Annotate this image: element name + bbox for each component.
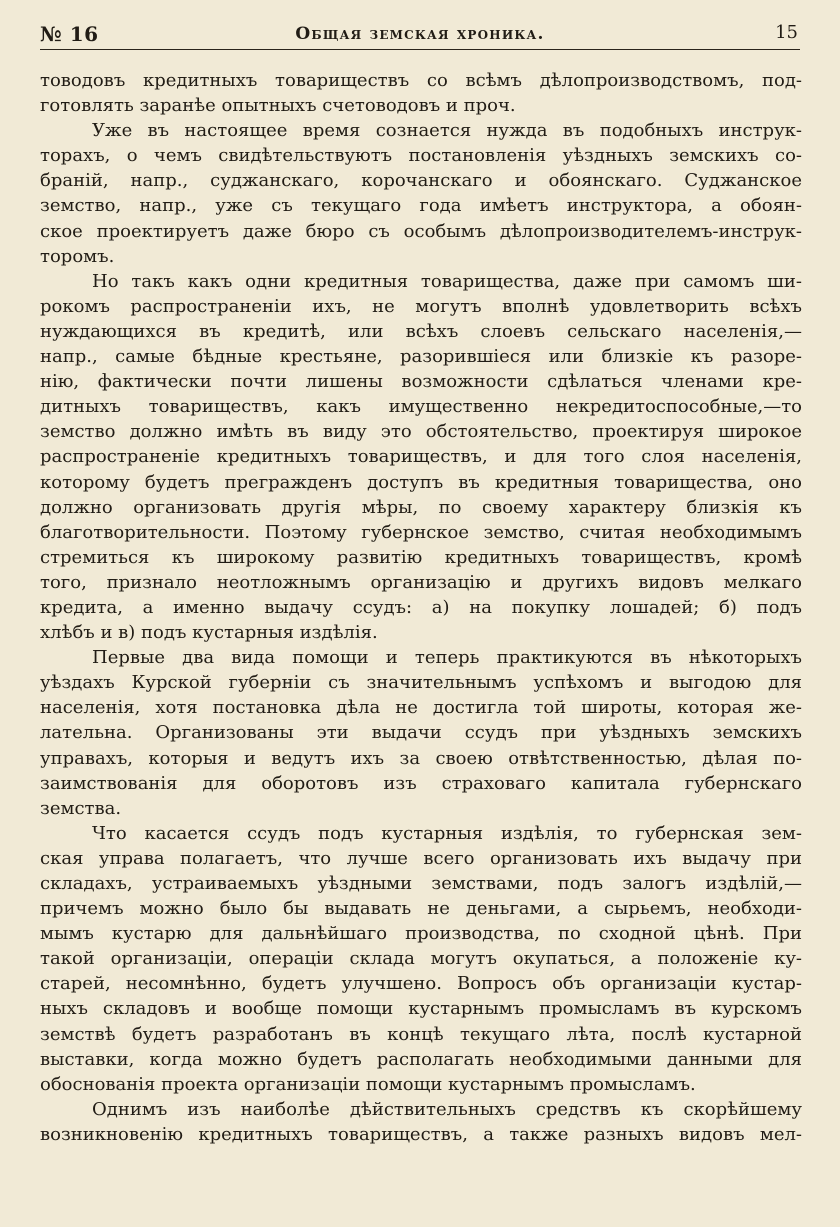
journal-section-title: Общая земская хроника.	[295, 24, 545, 44]
text-line: нію, фактически почти лишены возможности сдѣлаться членами кре-	[40, 371, 802, 393]
text-line: благотворительности. Поэтому губернское земство, считая необходимымъ	[40, 521, 802, 543]
text-line: распространеніе кредитныхъ товариществъ, и для того слоя населенія,	[40, 446, 802, 468]
text-line: которому будетъ прегражденъ доступъ въ кредитныя товарищества, оно	[40, 471, 802, 493]
text-line: ныхъ складовъ и вообще помощи кустарнымъ промысламъ въ курскомъ	[40, 998, 802, 1020]
issue-number: № 16	[40, 22, 99, 46]
text-line: Однимъ изъ наиболѣе дѣйствительныхъ средствъ къ скорѣйшему	[92, 1098, 802, 1120]
text-line: выставки, когда можно будетъ располагать необходимыми данными для	[40, 1048, 802, 1070]
text-line: хлѣбъ и в) подъ кустарныя издѣлія.	[40, 622, 378, 644]
text-line: Что касается ссудъ подъ кустарныя издѣлія, то губернская зем-	[92, 822, 802, 844]
text-line: торахъ, о чемъ свидѣтельствуютъ постановленія уѣздныхъ земскихъ со-	[40, 145, 802, 167]
text-line: возникновенію кредитныхъ товариществъ, а также разныхъ видовъ мел-	[40, 1123, 802, 1145]
text-line: складахъ, устраиваемыхъ уѣздными земствами, подъ залогъ издѣлій,—	[40, 873, 802, 894]
text-line: ское проектируетъ даже бюро съ особымъ дѣлопроизводителемъ-инструк-	[40, 220, 802, 242]
text-line: старей, несомнѣнно, будетъ улучшено. Вопросъ объ организаціи кустар-	[40, 973, 802, 995]
text-line: земство должно имѣть въ виду это обстоятельство, проектируя широкое	[40, 421, 802, 443]
paragraph	[40, 269, 802, 645]
text-line: торомъ.	[40, 245, 115, 267]
text-line: такой организаціи, операціи склада могутъ окупаться, а положеніе ку-	[40, 948, 802, 970]
text-line: дитныхъ товариществъ, какъ имущественно некредитоспособные,—то	[40, 396, 802, 418]
text-line: мымъ кустарю для дальнѣйшаго производства, по сходной цѣнѣ. При	[40, 923, 802, 945]
header-rule	[40, 49, 800, 50]
text-line: обоснованія проекта организаціи помощи кустарнымъ промысламъ.	[40, 1073, 696, 1095]
text-line: уѣздахъ Курской губерніи съ значительнымъ успѣхомъ и выгодою для	[40, 672, 802, 694]
text-line: того, признало неотложнымъ организацію и другихъ видовъ мелкаго	[40, 571, 802, 593]
text-line: населенія, хотя постановка дѣла не достигла той широты, которая же-	[40, 697, 802, 719]
text-line: готовлять заранѣе опытныхъ счетоводовъ и проч.	[40, 95, 516, 117]
paragraph	[40, 1097, 802, 1147]
text-line: Первые два вида помощи и теперь практикуются въ нѣкоторыхъ	[92, 647, 802, 669]
text-line: рокомъ распространеніи ихъ, не могутъ вполнѣ удовлетворить всѣхъ	[40, 295, 802, 317]
text-line: браній, напр., суджанскаго, корочанскаго и обоянскаго. Суджанское	[40, 170, 802, 192]
text-line: земства.	[40, 797, 122, 819]
text-line: нуждающихся въ кредитѣ, или всѣхъ слоевъ сельскаго населенія,—	[40, 320, 802, 342]
text-line: лательна. Организованы эти выдачи ссудъ при уѣздныхъ земскихъ	[40, 722, 802, 744]
text-line: стремиться къ широкому развитію кредитныхъ товариществъ, кромѣ	[40, 546, 802, 568]
text-line: земство, напр., уже съ текущаго года имѣетъ инструктора, а обоян-	[40, 195, 802, 217]
page-number: 15	[775, 22, 798, 43]
running-header	[40, 18, 800, 48]
text-line: кредита, а именно выдачу ссудъ: а) на покупку лошадей; б) подъ	[40, 596, 802, 618]
text-line: земствѣ будетъ разработанъ въ концѣ текущаго лѣта, послѣ кустарной	[40, 1023, 802, 1045]
text-line: управахъ, которыя и ведутъ ихъ за своею отвѣтственностью, дѣлая по-	[40, 747, 802, 769]
paragraph	[40, 68, 802, 118]
text-line: напр., самые бѣдные крестьяне, разорившіеся или близкіе къ разоре-	[40, 346, 802, 368]
paragraph	[40, 821, 802, 1097]
text-line: заимствованія для оборотовъ изъ страховаго капитала губернскаго	[40, 772, 802, 794]
text-line: товодовъ кредитныхъ товариществъ со всѣмъ дѣлопроизводствомъ, под-	[40, 70, 802, 91]
text-line: причемъ можно было бы выдавать не деньгами, а сырьемъ, необходи-	[40, 898, 802, 920]
text-line: ская управа полагаетъ, что лучше всего организовать ихъ выдачу при	[40, 847, 802, 869]
text-line: Уже въ настоящее время сознается нужда въ подобныхъ инструк-	[92, 120, 802, 142]
article-body	[40, 68, 802, 1147]
text-line: Но такъ какъ одни кредитныя товарищества, даже при самомъ ши-	[92, 270, 802, 292]
text-line: должно организовать другія мѣры, по своему характеру близкія къ	[40, 496, 802, 518]
paragraph	[40, 118, 802, 269]
paragraph	[40, 645, 802, 821]
